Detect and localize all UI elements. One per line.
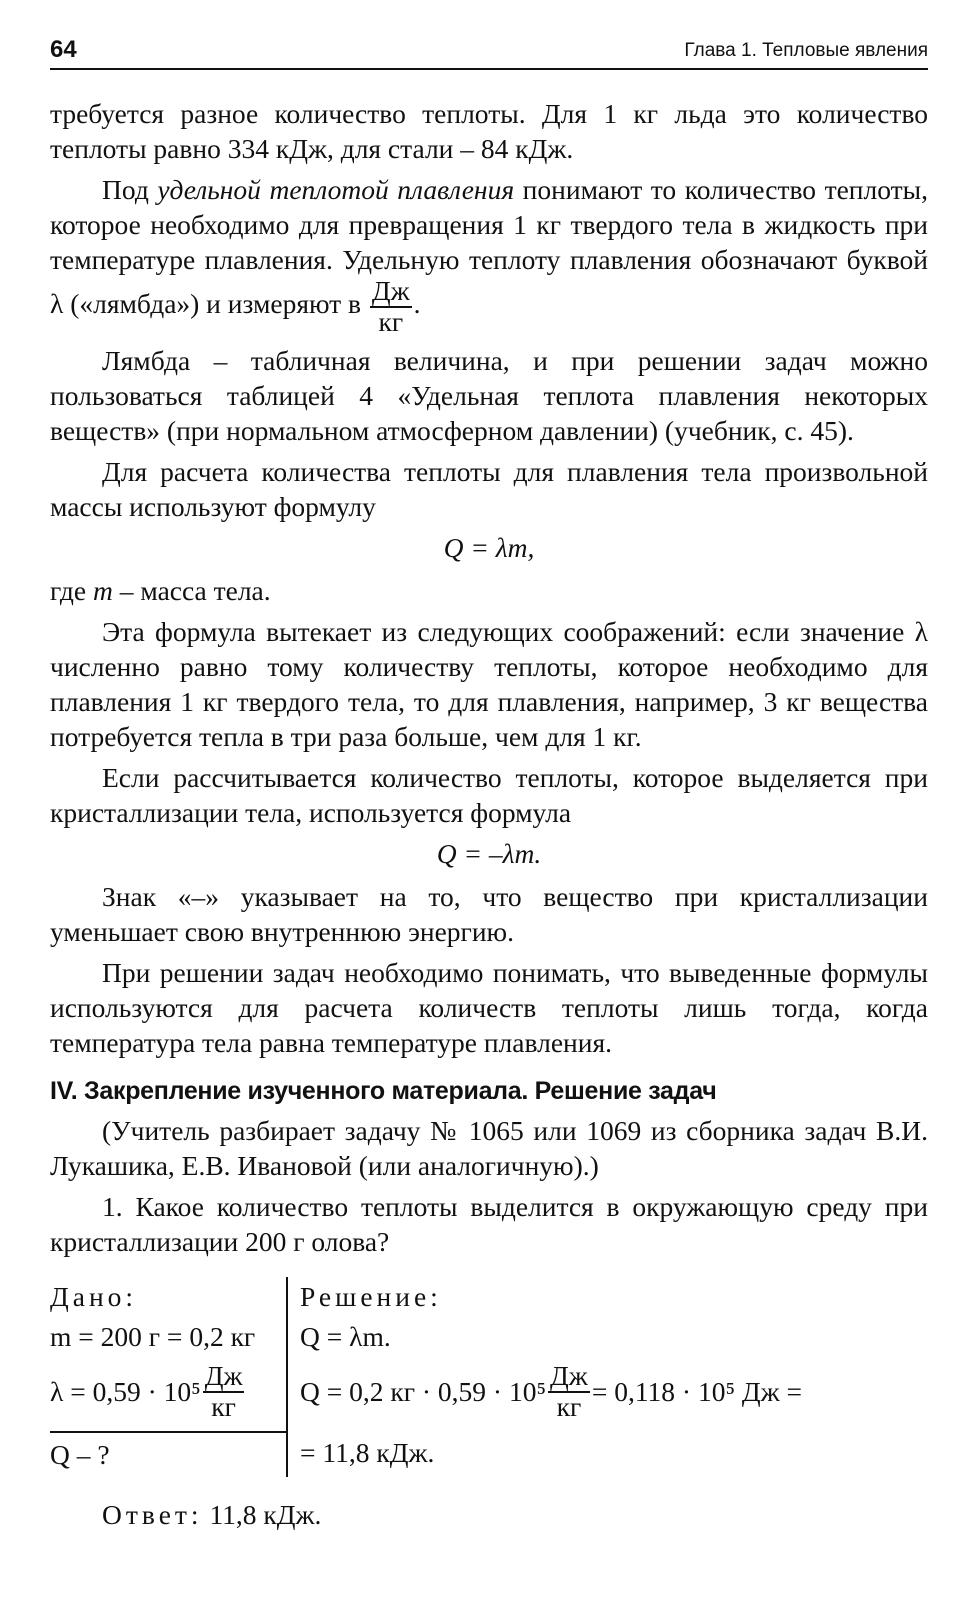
paragraph: (Учитель разбирает задачу № 1065 или 1069 из сборника задач В.И. Лукашика, Е.В. Ивановой (или аналогичную).) <box>50 1114 928 1181</box>
page-header <box>50 34 928 70</box>
given-label: Дано: <box>50 1280 138 1312</box>
paragraph: Для расчета количества теплоты для плавления тела произвольной массы используют формулу <box>50 455 928 522</box>
formula-melting: Q = λm, <box>443 531 535 563</box>
formula-crystallization: Q = –λm. <box>436 837 542 869</box>
page-number: 64 <box>50 36 77 63</box>
given-unknown: Q – ? <box>50 1431 288 1477</box>
solution-column <box>288 1277 928 1477</box>
section-heading: IV. Закрепление изученного материала. Решение задач <box>50 1076 717 1105</box>
chapter-title: Глава 1. Тепловые явления <box>684 40 928 61</box>
paragraph: Знак «–» указывает на то, что вещество при кристаллизации уменьшает свою внутреннюю энергию. <box>50 880 928 947</box>
page-body <box>50 96 928 1532</box>
solution-line-1: Q = λm. <box>300 1320 391 1352</box>
paragraph: Если рассчитывается количество теплоты, которое выделяется при кристаллизации тела, используется формула <box>50 761 928 828</box>
solution-line-2: Q = 0,2 кг · 0,59 · 10⁵ $\frac{Дж}{кг}$ = 0,118 · 10⁵ Дж = <box>300 1359 803 1422</box>
paragraph: требуется разное количество теплоты. Для 1 кг льда это количество теплоты равно 334 кДж, для стали – 84 кДж. <box>50 98 928 164</box>
given-mass: m = 200 г = 0,2 кг <box>50 1320 256 1352</box>
given-column <box>50 1277 288 1477</box>
paragraph: При решении задач необходимо понимать, что выведенные формулы используются для расчета количеств теплоты лишь тогда, когда температура тела равна температуре плавления. <box>50 956 928 1058</box>
problem-solution-block <box>50 1277 928 1477</box>
paragraph-definition: Под удельной теплотой плавления понимают то количество теплоты, которое необходимо для превращения 1 кг твердого тела в жидкость при температуре плавления. Удельную теплоту плавления обозначают буквой λ («лямбда») и измеряют в $\frac{Дж}{кг}$ . <box>50 174 928 337</box>
paragraph: Лямбда – табличная величина, и при решении задач можно пользоваться таблицей 4 «Удельная теплота плавления некоторых веществ» (при нормальном атмосферном давлении) (учебник, с. 45). <box>50 344 928 446</box>
problem-statement: 1. Какое количество теплоты выделится в окружающую среду при кристаллизации 200 г олова? <box>50 1190 928 1257</box>
answer-label: Ответ: <box>102 1498 203 1530</box>
unit-fraction: $\frac{Дж}{кг}$ <box>204 1359 243 1422</box>
term-specific-heat-of-fusion: удельной теплотой плавления <box>157 174 515 205</box>
solution-line-3: = 11,8 кДж. <box>300 1436 435 1468</box>
solution-label: Решение: <box>300 1280 442 1312</box>
textbook-page <box>50 34 928 1532</box>
given-lambda: λ = 0,59 · 10⁵ $\frac{Дж}{кг}$ <box>50 1359 243 1422</box>
unit-fraction: $\frac{Дж}{кг}$ <box>371 275 410 337</box>
answer-value: 11,8 кДж. <box>202 1498 322 1530</box>
paragraph: где m – масса тела. <box>50 574 271 606</box>
unit-fraction: $\frac{Дж}{кг}$ <box>550 1359 588 1422</box>
answer <box>102 1497 928 1532</box>
paragraph: Эта формула вытекает из следующих соображений: если значение λ численно равно тому количеству теплоты, которое необходимо для плавления 1 кг твердого тела, то для плавления, например, 3 кг вещества потребуется тепла в три раза больше, чем для 1 кг. <box>50 615 928 752</box>
